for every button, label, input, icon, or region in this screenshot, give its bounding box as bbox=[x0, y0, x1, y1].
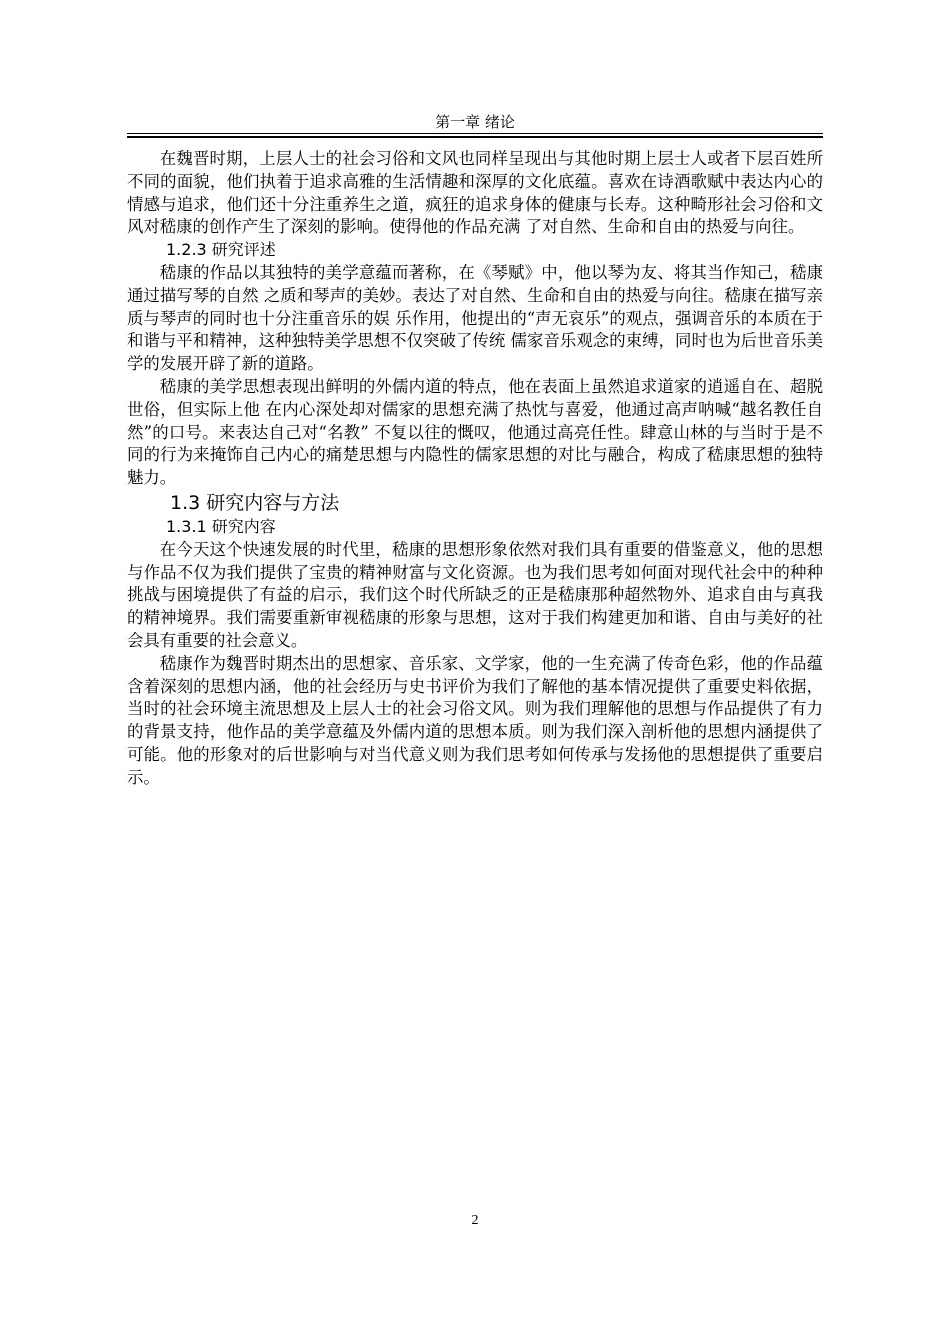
header-rule-thin bbox=[127, 133, 823, 134]
running-header: 第一章 绪论 bbox=[435, 113, 515, 131]
heading-1-3-1: 1.3.1 研究内容 bbox=[166, 516, 276, 536]
paragraph-research-overview: 嵇康作为魏晋时期杰出的思想家、音乐家、文学家，他的一生充满了传奇色彩，他的作品蕴含着深刻的思想内涵，他的社会经历与史书评价为我们了解他的基本情况提供了重要史料依据，当时的社会环境主流思想及上层人士的社会习俗文风。则为我们理解他的思想与作品提供了有力的背景支持，他作品的美学意蕴及外儒内道的思想本质。则为我们深入剖析他的思想内涵提供了可能。他的形象对的后世影响与对当代意义则为我们思考如何传承与发扬他的思想提供了重要启示。 bbox=[127, 653, 823, 787]
paragraph-confucian-taoist: 嵇康的美学思想表现出鲜明的外儒内道的特点，他在表面上虽然追求道家的逍遥自在、超脱世俗，但实际上他 在内心深处却对儒家的思想充满了热忱与喜爱，他通过高声呐喊“越名教任自然”的口号。来表达自己对“名教” 不复以往的慨叹，他通过高亮任性。肆意山林的与当时于是不同的行为来掩饰自己内心的痛楚思想与内隐性的儒家思想的对比与融合，构成了嵇康思想的独特魅力。 bbox=[127, 376, 823, 488]
page-number: 2 bbox=[471, 1213, 479, 1228]
paragraph-customs-and-style: 在魏晋时期，上层人士的社会习俗和文风也同样呈现出与其他时期上层士人或者下层百姓所不同的面貌，他们执着于追求高雅的生活情趣和深厚的文化底蕴。喜欢在诗酒歌赋中表达内心的情感与追求，他们还十分注重养生之道，疯狂的追求身体的健康与长寿。这种畸形社会习俗和文风对嵇康的创作产生了深刻的影响。使得他的作品充满 了对自然、生命和自由的热爱与向往。 bbox=[127, 149, 823, 237]
header-rule-thick bbox=[127, 136, 823, 138]
heading-1-3: 1.3 研究内容与方法 bbox=[170, 491, 340, 514]
paragraph-aesthetics: 嵇康的作品以其独特的美学意蕴而著称，在《琴赋》中，他以琴为友、将其当作知己，嵇康通过描写琴的自然 之质和琴声的美妙。表达了对自然、生命和自由的热爱与向往。嵇康在描写亲质与琴声的同时也十分注重音乐的娱 乐作用，他提出的“声无哀乐”的观点，强调音乐的本质在于和谐与平和精神，这种独特美学思想不仅突破了传统 儒家音乐观念的束缚，同时也为后世音乐美学的发展开辟了新的道路。 bbox=[127, 262, 823, 374]
page-body bbox=[127, 148, 823, 790]
heading-1-2-3: 1.2.3 研究评述 bbox=[166, 240, 276, 260]
paragraph-modern-significance: 在今天这个快速发展的时代里，嵇康的思想形象依然对我们具有重要的借鉴意义，他的思想与作品不仅为我们提供了宝贵的精神财富与文化资源。也为我们思考如何面对现代社会中的种种挑战与困境提供了有益的启示，我们这个时代所缺乏的正是嵇康那种超然物外、追求自由与真我的精神境界。我们需要重新审视嵇康的形象与思想，这对于我们构建更加和谐、自由与美好的社会具有重要的社会意义。 bbox=[127, 539, 823, 650]
